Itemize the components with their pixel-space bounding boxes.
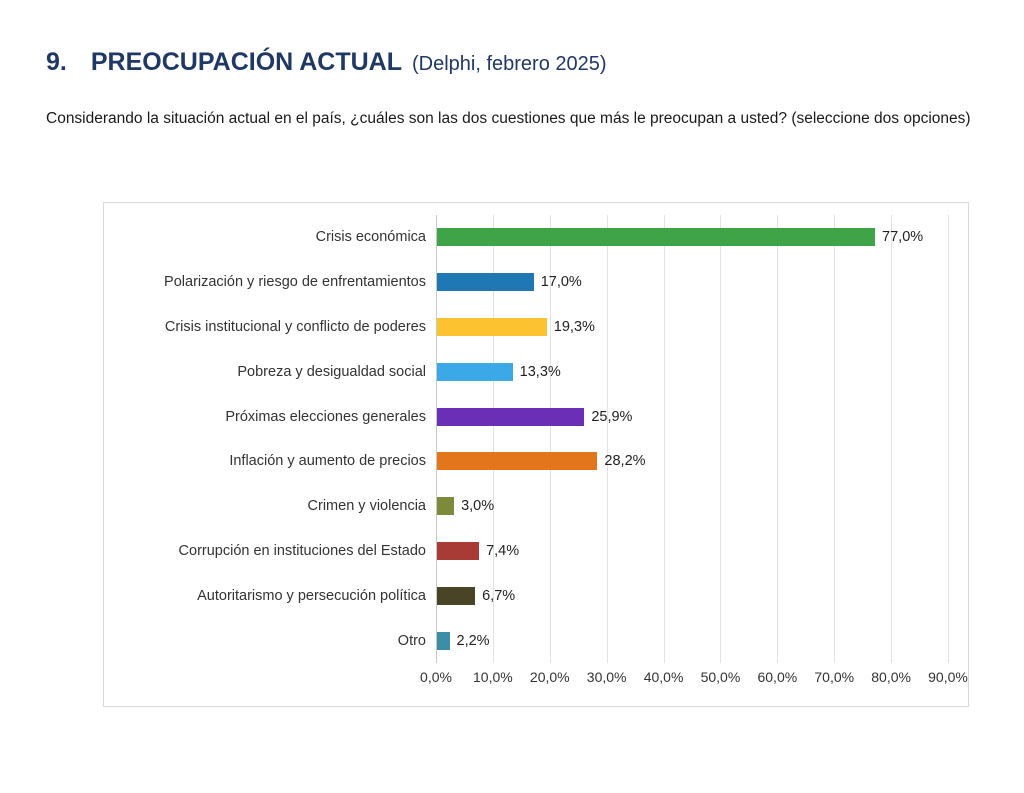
- bar-group: [437, 484, 494, 529]
- x-axis-tick-label: 50,0%: [700, 669, 741, 685]
- x-axis-tick-label: 20,0%: [529, 669, 570, 685]
- bar-chart: [104, 203, 970, 706]
- chart-row: [104, 260, 970, 305]
- title-number: 9.: [46, 48, 67, 76]
- bar-group: [437, 305, 595, 350]
- bar-group: [437, 394, 632, 439]
- bar: [437, 542, 479, 560]
- x-axis-tick-label: 70,0%: [814, 669, 855, 685]
- chart-row: [104, 394, 970, 439]
- x-axis-tick-label: 10,0%: [473, 669, 513, 685]
- bar-value-label: 17,0%: [540, 274, 582, 291]
- bar: [437, 452, 597, 470]
- bar-category-label: Crimen y violencia: [307, 498, 426, 515]
- question-text: Considerando la situación actual en el país, ¿cuáles son las dos cuestiones que más le preocupan a usted? (seleccione dos opciones): [46, 110, 971, 127]
- bar-category-label: Crisis económica: [315, 229, 426, 246]
- x-axis-tick-label: 60,0%: [757, 669, 798, 685]
- bar-value-label: 28,2%: [604, 453, 646, 470]
- bar: [437, 318, 547, 336]
- bar: [437, 363, 513, 381]
- bar: [437, 497, 454, 515]
- chart-rows: [104, 215, 970, 663]
- x-axis-tick-label: 90,0%: [928, 669, 968, 685]
- bar-group: [437, 573, 515, 618]
- bar: [437, 632, 450, 650]
- bar-value-label: 2,2%: [456, 632, 490, 649]
- bar-group: [437, 529, 519, 574]
- bar-value-label: 6,7%: [482, 587, 516, 604]
- chart-row: [104, 618, 970, 663]
- bar-category-label: Crisis institucional y conflicto de poderes: [164, 318, 426, 335]
- chart-row: [104, 529, 970, 574]
- bar-group: [437, 618, 490, 663]
- bar-category-label: Inflación y aumento de precios: [229, 453, 426, 470]
- bar-value-label: 3,0%: [461, 498, 495, 515]
- bar: [437, 228, 875, 246]
- bar-category-label: Autoritarismo y persecución política: [197, 587, 426, 604]
- chart-row: [104, 305, 970, 350]
- chart-row: [104, 215, 970, 260]
- bar-group: [437, 215, 923, 260]
- chart-row: [104, 349, 970, 394]
- chart-row: [104, 484, 970, 529]
- chart-row: [104, 439, 970, 484]
- bar-group: [437, 439, 646, 484]
- bar: [437, 408, 584, 426]
- bar-value-label: 25,9%: [591, 408, 633, 425]
- bar-category-label: Corrupción en instituciones del Estado: [178, 542, 426, 559]
- x-axis-tick-label: 30,0%: [586, 669, 627, 685]
- bar-category-label: Polarización y riesgo de enfrentamientos: [164, 274, 426, 291]
- bar-category-label: Pobreza y desigualdad social: [237, 363, 426, 380]
- x-axis-tick-label: 40,0%: [643, 669, 684, 685]
- chart-row: [104, 573, 970, 618]
- page-title: [46, 48, 607, 77]
- bar-value-label: 19,3%: [553, 318, 595, 335]
- bar-value-label: 13,3%: [519, 363, 561, 380]
- x-axis-tick-label: 0,0%: [420, 669, 452, 685]
- bar: [437, 273, 534, 291]
- bar-value-label: 7,4%: [486, 542, 520, 559]
- bar: [437, 587, 475, 605]
- bar-category-label: Otro: [397, 632, 426, 649]
- bar-category-label: Próximas elecciones generales: [225, 408, 426, 425]
- chart-container: [103, 202, 969, 707]
- title-text: PREOCUPACIÓN ACTUAL: [90, 48, 402, 76]
- x-axis-tick-label: 80,0%: [871, 669, 911, 685]
- bar-group: [437, 260, 582, 305]
- bar-value-label: 77,0%: [882, 229, 924, 246]
- bar-group: [437, 349, 561, 394]
- title-source: (Delphi, febrero 2025): [411, 53, 607, 75]
- chart-x-axis-ticks: [420, 665, 968, 691]
